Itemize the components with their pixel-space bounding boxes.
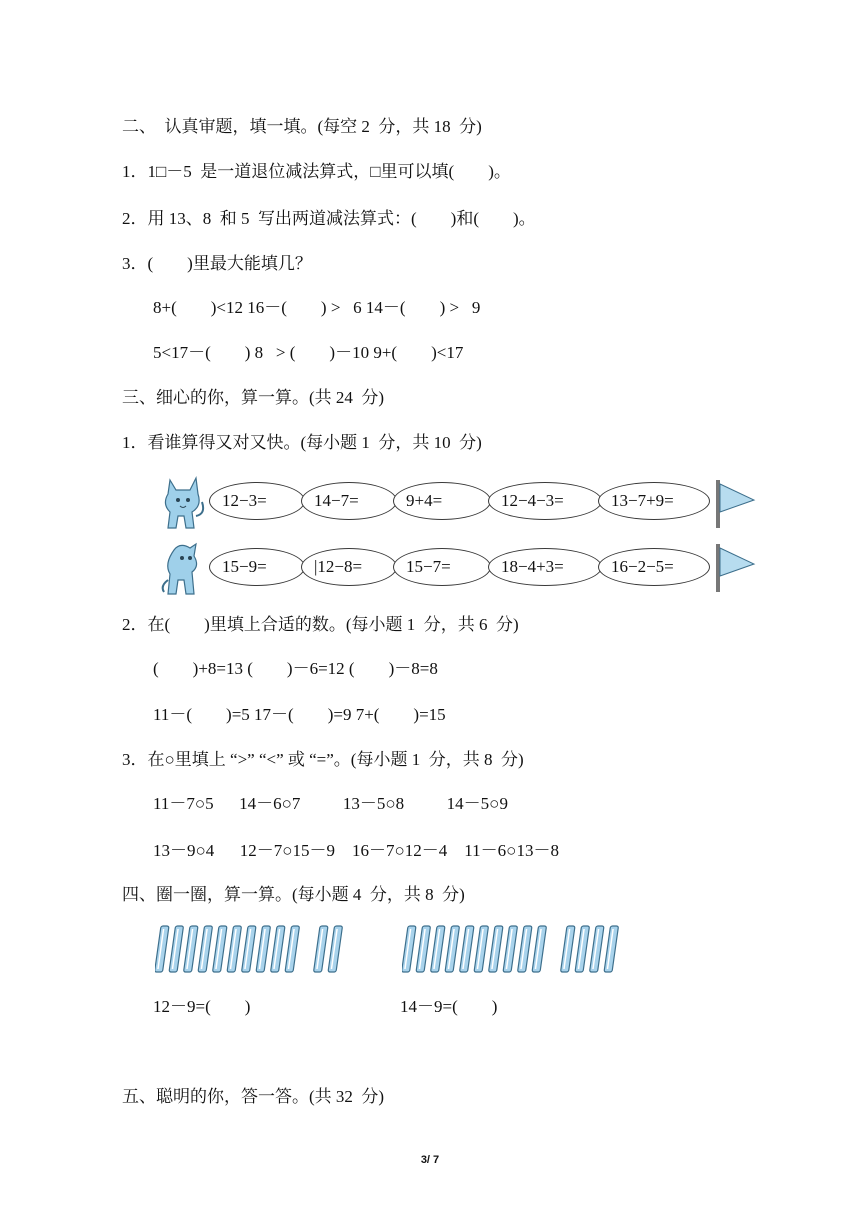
- cat-icon: [160, 472, 208, 532]
- counting-stick: [314, 926, 328, 972]
- counting-stick: [503, 926, 517, 972]
- section2-q2: 2．用 13、8 和 5 写出两道减法算式：( )和( )。: [122, 209, 536, 228]
- section2-q3-row1: 8+( )<12 16－( ) > 6 14－( ) > 9: [153, 298, 481, 317]
- counting-stick: [242, 926, 256, 972]
- counting-stick: [285, 926, 299, 972]
- section3-q2-row2: 11－( )=5 17－( )=9 7+( )=15: [153, 705, 446, 724]
- counting-stick: [431, 926, 445, 972]
- flag-icon: [714, 478, 758, 530]
- calc-bubble: 12−4−3=: [488, 482, 602, 520]
- counting-stick: [271, 926, 285, 972]
- calc-bubble: 12−3=: [209, 482, 305, 520]
- counting-sticks-left: [155, 922, 370, 978]
- counting-stick: [460, 926, 474, 972]
- section2-q3-row2: 5<17－( ) 8 > ( )－10 9+( )<17: [153, 343, 464, 362]
- section5-heading: 五、聪明的你，答一答。(共 32 分): [122, 1087, 385, 1106]
- calc-bubble: |12−8=: [301, 548, 397, 586]
- counting-sticks-right: [402, 922, 647, 978]
- section3-q3: 3．在○里填上 “>” “<” 或 “=”。(每小题 1 分，共 8 分): [122, 750, 524, 769]
- counting-stick: [474, 926, 488, 972]
- counting-stick: [561, 926, 575, 972]
- counting-stick: [169, 926, 183, 972]
- calc-bubble: 13−7+9=: [598, 482, 710, 520]
- section2-q3: 3．( )里最大能填几？: [122, 254, 312, 273]
- counting-stick: [518, 926, 532, 972]
- calc-bubble: 9+4=: [393, 482, 491, 520]
- page-number: 3/ 7: [420, 1154, 440, 1166]
- counting-stick: [416, 926, 430, 972]
- calc-bubble: 15−7=: [393, 548, 491, 586]
- counting-stick: [575, 926, 589, 972]
- counting-stick: [184, 926, 198, 972]
- counting-stick: [445, 926, 459, 972]
- counting-stick: [213, 926, 227, 972]
- section2-heading: 二、 认真审题，填一填。(每空 2 分，共 18 分): [122, 117, 482, 136]
- counting-stick: [590, 926, 604, 972]
- counting-stick: [402, 926, 416, 972]
- section3-q2: 2．在( )里填上合适的数。(每小题 1 分，共 6 分): [122, 615, 519, 634]
- counting-stick: [198, 926, 212, 972]
- counting-stick: [256, 926, 270, 972]
- calc-bubble: 18−4+3=: [488, 548, 602, 586]
- section3-q1: 1．看谁算得又对又快。(每小题 1 分，共 10 分): [122, 433, 482, 452]
- counting-stick: [328, 926, 342, 972]
- counting-stick: [532, 926, 546, 972]
- calc-bubble: 15−9=: [209, 548, 305, 586]
- section3-q3-row1: 11－7○5 14－6○7 13－5○8 14－5○9: [153, 794, 508, 813]
- section4-expr-right: 14－9=( ): [400, 997, 498, 1016]
- calc-bubble: 16−2−5=: [598, 548, 710, 586]
- dog-icon: [160, 540, 208, 598]
- section2-q1: 1．1□－5 是一道退位减法算式，□里可以填( )。: [122, 162, 511, 181]
- section4-expr-left: 12－9=( ): [153, 997, 251, 1016]
- calc-bubble: 14−7=: [301, 482, 397, 520]
- flag-icon: [714, 542, 758, 594]
- counting-stick: [604, 926, 618, 972]
- counting-stick: [489, 926, 503, 972]
- section3-heading: 三、细心的你，算一算。(共 24 分): [122, 388, 385, 407]
- section4-heading: 四、圈一圈，算一算。(每小题 4 分，共 8 分): [122, 885, 465, 904]
- counting-stick: [155, 926, 169, 972]
- counting-stick: [227, 926, 241, 972]
- section3-q2-row1: ( )+8=13 ( )－6=12 ( )－8=8: [153, 659, 438, 678]
- section3-q3-row2: 13－9○4 12－7○15－9 16－7○12－4 11－6○13－8: [153, 841, 559, 860]
